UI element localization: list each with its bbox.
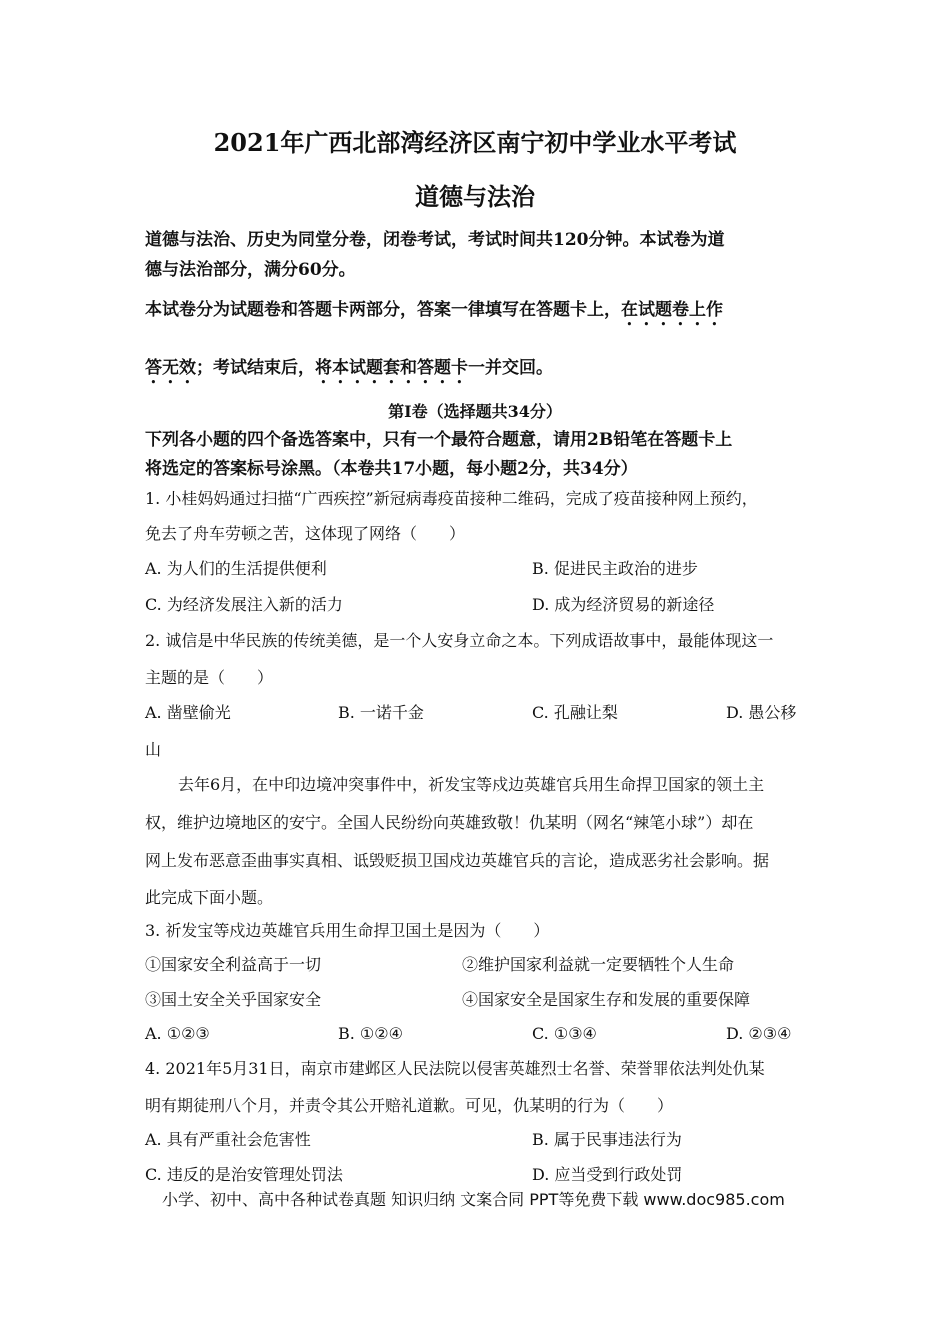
q1-option-c: C. 为经济发展注入新的活力 [145,595,343,614]
material-line-4: 此完成下面小题。 [145,888,274,907]
q4-option-b: B. 属于民事违法行为 [532,1130,682,1149]
subject-title: 道德与法治 [415,182,535,211]
section-instruction-2: 将选定的答案标号涂黑。（本卷共17小题，每小题2分，共34分） [145,459,638,479]
q1-stem-2: 免去了舟车劳顿之苦，这体现了网络（ ） [145,524,466,543]
material-line-2: 权，维护边境地区的安宁。全国人民纷纷向英雄致敬！仇某明（网名“辣笔小球”）却在 [145,813,754,832]
intro-line-3 [145,300,723,330]
intro-line-3b-emphasis: 在试题卷上作 [621,300,723,320]
q2-option-a: A. 凿壁偷光 [145,703,231,722]
q3-stem: 3. 祈发宝等戍边英雄官兵用生命捍卫国土是因为（ ） [145,921,550,940]
intro-line-4b: ；考试结束后， [196,358,315,378]
intro-line-1: 道德与法治、历史为同堂分卷，闭卷考试，考试时间共120分钟。本试卷为道 [145,230,725,250]
q2-option-b: B. 一诺千金 [338,703,424,722]
q2-option-d-wrap: 山 [145,740,162,759]
intro-line-2: 德与法治部分，满分60分。 [145,260,356,280]
q2-stem-1: 2. 诚信是中华民族的传统美德，是一个人安身立命之本。下列成语故事中，最能体现这一 [145,631,774,650]
q3-option-b: B. ①②④ [338,1024,403,1043]
q3-statement-4: ④国家安全是国家生存和发展的重要保障 [462,990,751,1009]
q1-stem-1: 1. 小桂妈妈通过扫描“广西疾控”新冠病毒疫苗接种二维码，完成了疫苗接种网上预约， [145,489,758,508]
q4-stem-2: 明有期徒刑八个月，并责令其公开赔礼道歉。可见，仇某明的行为（ ） [145,1096,674,1115]
q1-option-d: D. 成为经济贸易的新途径 [532,595,715,614]
q2-option-c: C. 孔融让梨 [532,703,618,722]
q3-option-d: D. ②③④ [726,1024,792,1043]
q2-option-d: D. 愚公移 [726,703,797,722]
material-line-3: 网上发布恶意歪曲事实真相、诋毁贬损卫国戍边英雄官兵的言论，造成恶劣社会影响。据 [145,851,770,870]
q3-option-c: C. ①③④ [532,1024,597,1043]
intro-line-4a-emphasis: 答无效 [145,358,196,378]
q4-stem-1: 4. 2021年5月31日，南京市建邺区人民法院以侵害英雄烈士名誉、荣誉罪依法判处仇某 [145,1059,765,1078]
section-instruction-1: 下列各小题的四个备选答案中，只有一个最符合题意，请用2B铅笔在答题卡上 [145,430,733,450]
q3-statement-3: ③国土安全关乎国家安全 [145,990,322,1009]
intro-line-3a: 本试卷分为试题卷和答题卡两部分，答案一律填写在答题卡上， [145,300,621,320]
intro-line-4c-emphasis: 将本试题套和答题卡 [315,358,468,378]
footer-watermark: 小学、初中、高中各种试卷真题 知识归纳 文案合同 PPT等免费下载 www.doc985.com [162,1190,785,1209]
q3-statement-1: ①国家安全利益高于一切 [145,955,322,974]
intro-line-4 [145,358,553,388]
q3-statement-2: ②维护国家利益就一定要牺牲个人生命 [462,955,735,974]
section-heading: 第Ⅰ卷（选择题共34分） [388,402,562,421]
q2-stem-2: 主题的是（ ） [145,668,274,687]
material-line-1: 去年6月，在中印边境冲突事件中，祈发宝等戍边英雄官兵用生命捍卫国家的领土主 [178,775,765,794]
q4-option-a: A. 具有严重社会危害性 [145,1130,311,1149]
intro-line-4d: 一并交回。 [468,358,553,378]
q4-option-d: D. 应当受到行政处罚 [532,1165,683,1184]
q1-option-a: A. 为人们的生活提供便利 [145,559,327,578]
q3-option-a: A. ①②③ [145,1024,210,1043]
q4-option-c: C. 违反的是治安管理处罚法 [145,1165,343,1184]
q1-option-b: B. 促进民主政治的进步 [532,559,698,578]
exam-title: 2021年广西北部湾经济区南宁初中学业水平考试 [213,128,737,157]
